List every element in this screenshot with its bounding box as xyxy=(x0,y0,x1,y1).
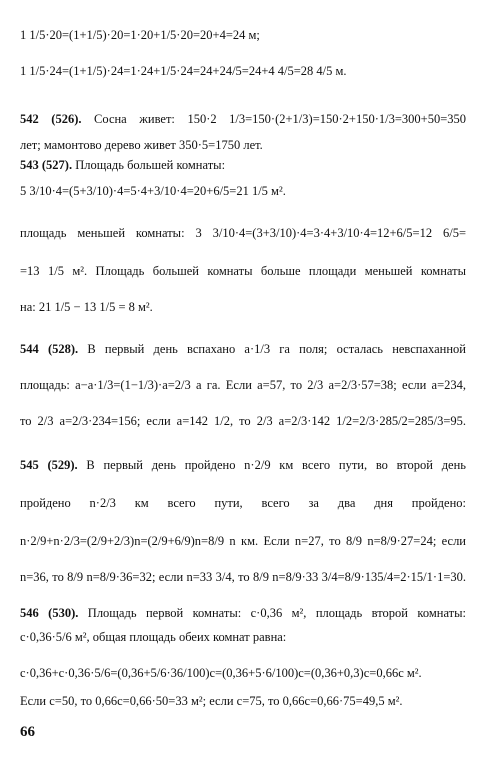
problem-545: 545 (529). В первый день пройдено n·2/9 км всего пути, во второй день xyxy=(20,458,466,472)
text-line: 1 1/5·24=(1+1/5)·24=1·24+1/5·24=24+24/5=24+4 4/5=28 4/5 м. xyxy=(20,64,347,78)
text-line: n=36, то 8/9 n=8/9·36=32; если n=33 3/4, то 8/9 n=8/9·33 3/4=8/9·135/4=2·15/1·1=30. xyxy=(20,570,466,584)
problem-number: 544 (528). xyxy=(20,342,79,356)
text-line: 5 3/10·4=(5+3/10)·4=5·4+3/10·4=20+6/5=21 1/5 м². xyxy=(20,184,286,198)
text-line: площадь: a−a·1/3=(1−1/3)·a=2/3 a га. Если a=57, то 2/3 a=2/3·57=38; если a=234, xyxy=(20,378,466,392)
problem-number: 543 (527). xyxy=(20,158,73,172)
text-line: площадь меньшей комнаты: 3 3/10·4=(3+3/10)·4=3·4+3/10·4=12+6/5=12 6/5= xyxy=(20,226,466,240)
text-line: n·2/9+n·2/3=(2/9+2/3)n=(2/9+6/9)n=8/9 n км. Если n=27, то 8/9 n=8/9·27=24; если xyxy=(20,534,466,548)
problem-number: 545 (529). xyxy=(20,458,78,472)
text-line: 1 1/5·20=(1+1/5)·20=1·20+1/5·20=20+4=24 м; xyxy=(20,28,260,42)
page-number: 66 xyxy=(20,724,35,740)
text-line: лет; мамонтово дерево живет 350·5=1750 лет. xyxy=(20,138,263,152)
text-line: c·0,36+c·0,36·5/6=(0,36+5/6·36/100)c=(0,36+5·6/100)c=(0,36+0,3)c=0,66c м². xyxy=(20,666,422,680)
problem-number: 542 (526). xyxy=(20,112,82,126)
problem-544: 544 (528). В первый день вспахано a·1/3 га поля; осталась невспаханной xyxy=(20,342,467,356)
text-line: c·0,36·5/6 м², общая площадь обеих комнат равна: xyxy=(20,630,287,644)
problem-546: 546 (530). Площадь первой комнаты: c·0,36 м², площадь второй комнаты: xyxy=(20,606,466,620)
text-line: =13 1/5 м². Площадь большей комнаты больше площади меньшей комнаты xyxy=(20,264,466,278)
problem-542: 542 (526). Сосна живет: 150·2 1/3=150·(2+1/3)=150·2+150·1/3=300+50=350 xyxy=(20,112,466,126)
problem-543: 543 (527). Площадь большей комнаты: xyxy=(20,158,226,172)
text-line: пройдено n·2/3 км всего пути, всего за два дня пройдено: xyxy=(20,496,466,510)
text-line: Если c=50, то 0,66c=0,66·50=33 м²; если c=75, то 0,66c=0,66·75=49,5 м². xyxy=(20,694,403,708)
text-line: то 2/3 a=2/3·234=156; если a=142 1/2, то 2/3 a=2/3·142 1/2=2/3·285/2=285/3=95. xyxy=(20,414,466,428)
text-line: на: 21 1/5 − 13 1/5 = 8 м². xyxy=(20,300,153,314)
problem-number: 546 (530). xyxy=(20,606,79,620)
